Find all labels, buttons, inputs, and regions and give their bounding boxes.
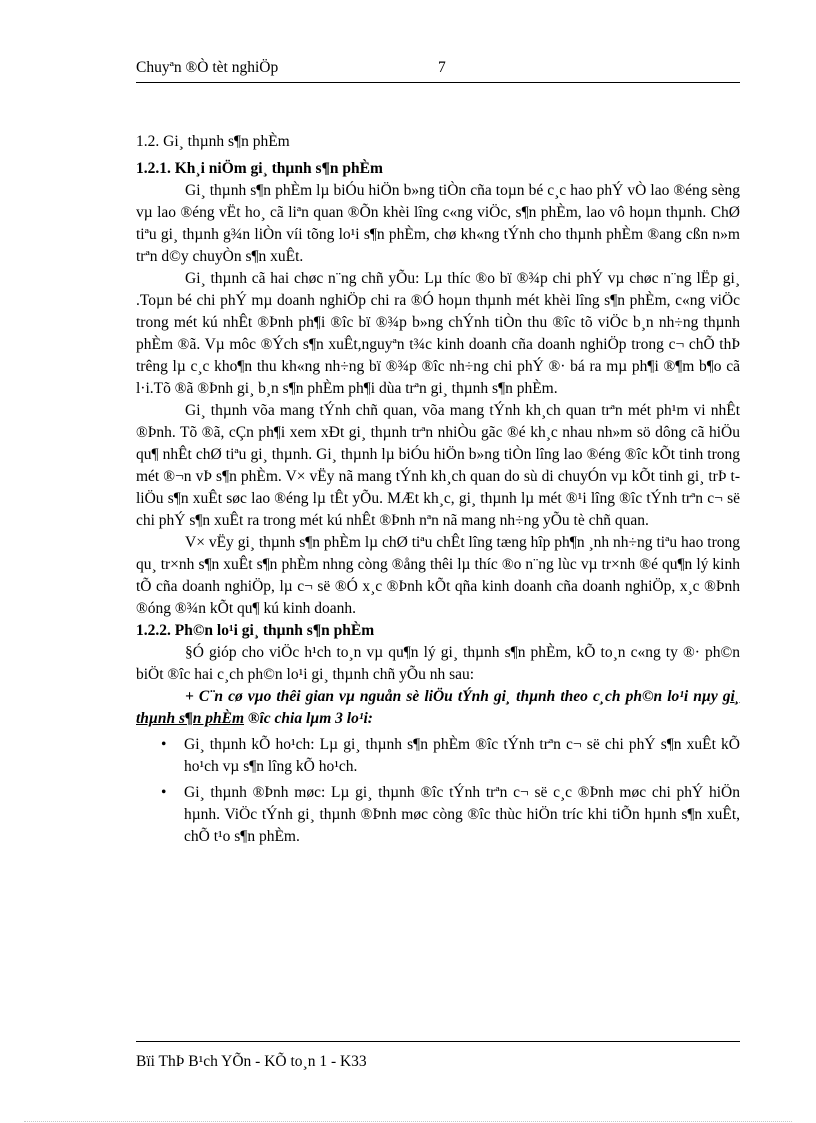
list-item-text: Gi¸ thµnh ®Þnh møc: Lµ gi¸ thµnh ®îc tÝnh trªn c¬ së c¸c ®Þnh møc chi phÝ hiÖn hµnh. ViÖc tÝnh gi¸ thµnh ®Þnh møc còng ®îc thùc hiÖn tríc khi tiÕn hµnh s¶n xuÊt, chÕ t¹o s¶n phÈm. — [184, 784, 740, 845]
header-title: Chuyªn ®Ò tèt nghiÖp — [136, 59, 279, 76]
subsection-heading-1: 1.2.1. Kh¸i niÖm gi¸ thµnh s¶n phÈm — [136, 160, 383, 177]
footer-author: Bïi ThÞ B¹ch YÕn - KÕ to¸n 1 - K33 — [136, 1053, 367, 1070]
paragraph-nature: Gi¸ thµnh võa mang tÝnh chñ quan, võa mang tÝnh kh¸ch quan trªn mét ph¹m vi nhÊt ®Þnh. Tõ ®ã, cÇn ph¶i xem xÐt gi¸ thµnh trªn nhiÒu gãc ®é kh¸c nhau nh»m sö dông cã hiÖu qu¶ nhÊt chØ tiªu gi¸ thµnh. Gi¸ thµnh lµ biÓu hiÖn b»ng tiÒn lîng lao ®éng ®îc kÕt tinh trong mét ®¬n vÞ s¶n phÈm. V× vËy nã mang tÝnh kh¸ch quan do sù di chuyÓn vµ kÕt tinh gi¸ trÞ t liÖu s¶n xuÊt søc lao ®éng lµ tÊt yÕu. MÆt kh¸c, gi¸ thµnh lµ mét ®¹i lîng ®îc tÝnh trªn c¬ së chi phÝ s¶n xuÊt ra trong mét kú nhÊt ®Þnh nªn nã mang nh÷ng yÕu tè chñ quan. — [136, 402, 740, 529]
paragraph-conclusion: V× vËy gi¸ thµnh s¶n phÈm lµ chØ tiªu chÊt lîng tæng hîp ph¶n ¸nh nh÷ng tiªu hao trong qu¸ tr×nh s¶n xuÊt s¶n phÈm nhng còng ®ång thêi lµ thíc ®o n¨ng lùc vµ tr×nh ®é qu¶n lý kinh tÕ cña doanh nghiÖp, lµ c¬ së ®Ó x¸c ®Þnh kÕt qña kinh doanh cña doanh nghiÖp, x¸c ®Þnh ®óng ®¾n kÕt qu¶ kú kinh doanh. — [136, 534, 740, 617]
paragraph-definition: Gi¸ thµnh s¶n phÈm lµ biÓu hiÖn b»ng tiÒn cña toµn bé c¸c hao phÝ vÒ lao ®éng sèng vµ lao ®éng vËt ho¸ cã liªn quan ®Õn khèi lîng c«ng viÖc, s¶n phÈm, lao vô hoµn thµnh. ChØ tiªu gi¸ thµnh g¾n liÒn víi tõng lo¹i s¶n phÈm, chø kh«ng tÝnh cho thµnh phÈm ®ang cßn n»m trªn d©y chuyÒn s¶n xuÊt. — [136, 182, 740, 265]
subsection-heading-2: 1.2.2. Ph©n lo¹i gi¸ thµnh s¶n phÈm — [136, 622, 375, 639]
page-bottom-divider — [24, 1121, 792, 1122]
list-item-text: Gi¸ thµnh kÕ ho¹ch: Lµ gi¸ thµnh s¶n phÈm ®îc tÝnh trªn c¬ së chi phÝ s¶n xuÊt kÕ ho¹ch vµ s¶n lîng kÕ ho¹ch. — [184, 736, 740, 775]
list-item — [161, 734, 740, 778]
emphasis-text-start: + C¨n cø vµo thêi gian vµ nguån sè liÖu tÝnh gi¸ thµnh theo c¸ch ph©n lo¹i nµy — [185, 688, 723, 705]
paragraph-functions: Gi¸ thµnh cã hai chøc n¨ng chñ yÕu: Lµ thíc ®o bï ®¾p chi phÝ vµ chøc n¨ng lËp gi¸ .Toµn bé chi phÝ mµ doanh nghiÖp chi ra ®Ó hoµn thµnh mét khèi lîng s¶n phÈm, c«ng viÖc trong mét kú nhÊt ®Þnh ph¶i ®îc bï ®¾p b»ng chÝnh tiÒn thu ®îc tõ viÖc b¸n nh÷ng thµnh phÈm ®ã. Vµ môc ®Ých s¶n xuÊt,nguyªn t¾c kinh doanh cña doanh nghiÖp trong c¬ chÕ thÞ trêng lµ c¸c kho¶n thu kh«ng nh÷ng bï ®¾p ®îc nh÷ng chi phÝ ®· bá ra mµ ph¶i ®¶m b¶o cã l·i.Tõ ®ã ®Þnh gi¸ b¸n s¶n phÈm ph¶i dùa trªn gi¸ thµnh s¶n phÈm. — [136, 270, 740, 397]
bullet-list — [136, 734, 740, 848]
bullet-icon: • — [161, 736, 167, 753]
emphasis-text-end: ®îc chia lµm 3 lo¹i: — [244, 710, 373, 727]
page-number: 7 — [438, 59, 446, 76]
emphasis-underlined: gi¸ thµnh s¶n phÈm — [136, 688, 740, 727]
paragraph-intro: §Ó gióp cho viÖc h¹ch to¸n vµ qu¶n lý gi¸ thµnh s¶n phÈm, kÕ to¸n c«ng ty ®· ph©n biÖt ®îc hai c¸ch ph©n lo¹i gi¸ thµnh chñ yÕu nh sau: — [136, 644, 740, 683]
list-item — [161, 782, 740, 848]
page-header — [136, 58, 740, 83]
section-title: 1.2. Gi¸ thµnh s¶n phÈm — [136, 133, 290, 150]
page-footer — [136, 1041, 740, 1071]
emphasis-paragraph — [136, 686, 740, 730]
bullet-icon: • — [161, 784, 167, 801]
document-body — [136, 158, 740, 852]
